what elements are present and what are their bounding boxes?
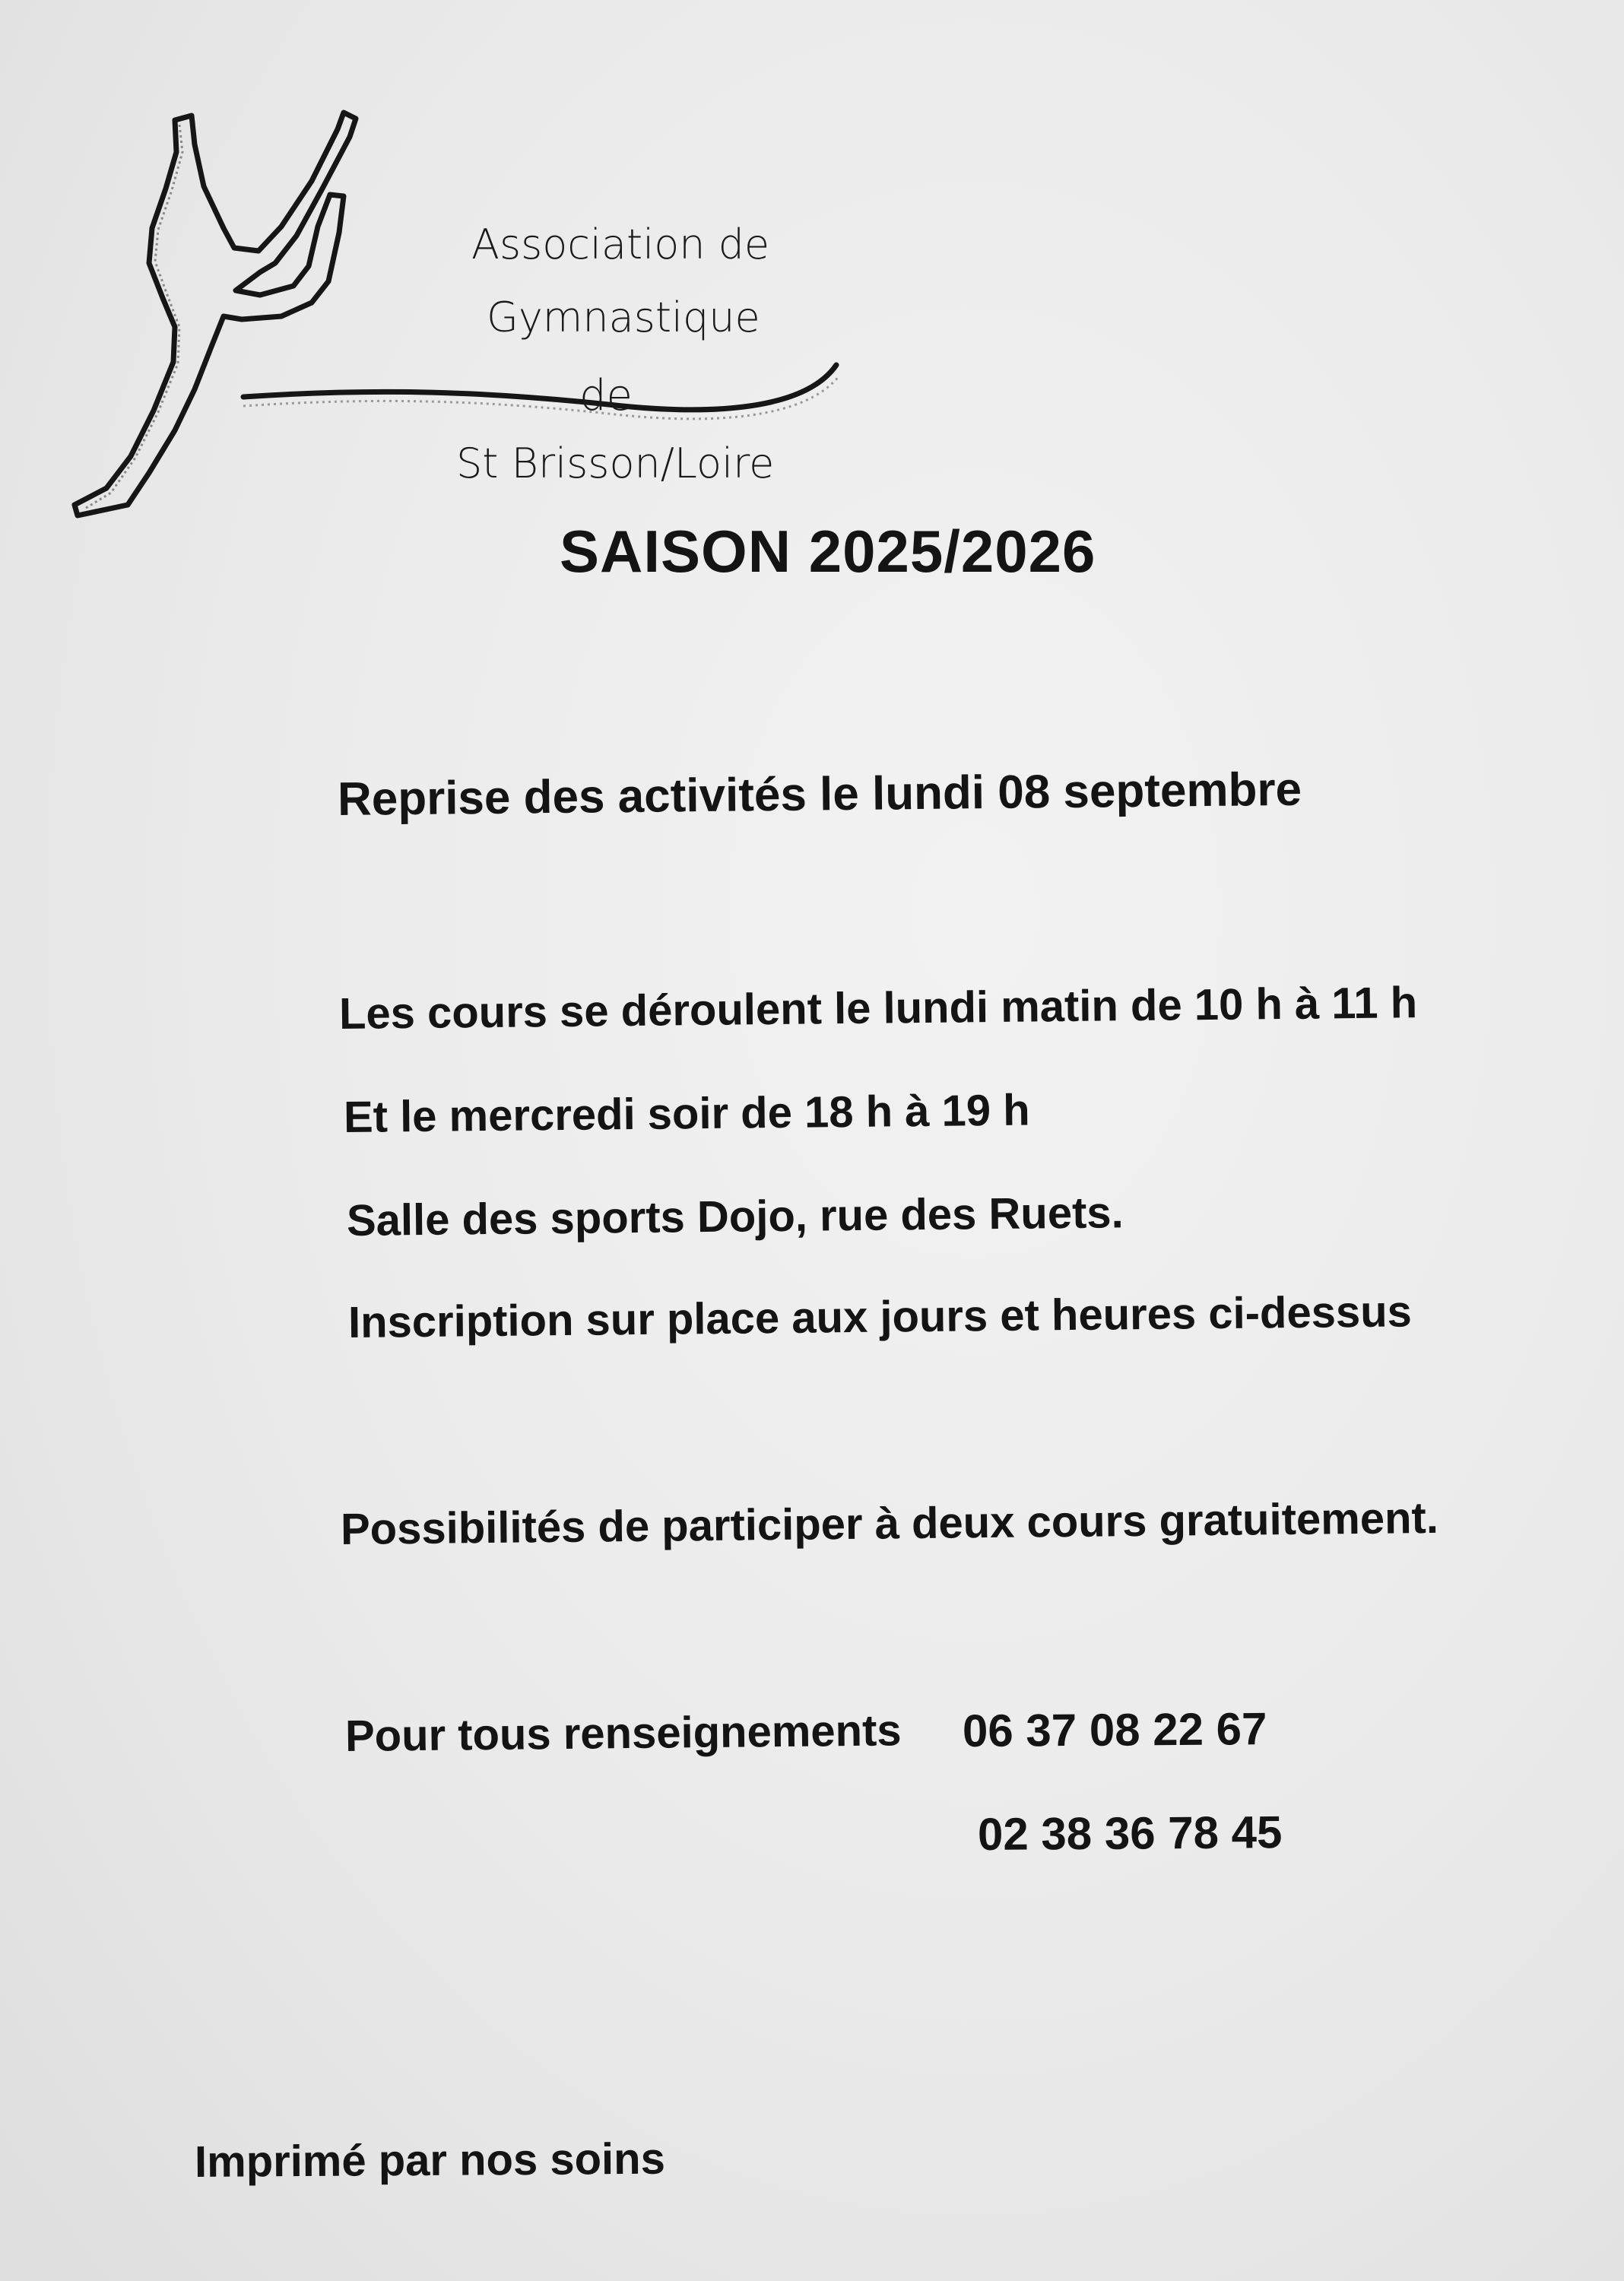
association-logo: [61, 99, 867, 540]
registration-info: Inscription sur place aux jours et heures ci-dessus: [347, 1286, 1413, 1347]
contact-phone-landline: 02 38 36 78 45: [977, 1807, 1283, 1860]
contact-label: Pour tous renseignements: [344, 1705, 902, 1761]
resumption-date: Reprise des activités le lundi 08 septembre: [337, 763, 1302, 826]
venue-address: Salle des sports Dojo, rue des Ruets.: [346, 1188, 1124, 1245]
free-trial-offer: Possibilités de participer à deux cours gratuitement.: [340, 1493, 1439, 1554]
logo-text-location: St Brisson/Loire: [456, 439, 775, 487]
logo-text-de: de: [579, 371, 633, 420]
footer-note: Imprimé par nos soins: [194, 2133, 666, 2187]
schedule-wednesday: Et le mercredi soir de 18 h à 19 h: [343, 1085, 1030, 1142]
page-title: SAISON 2025/2026: [560, 518, 1096, 585]
logo-text-gymnastique: Gymnastique: [487, 293, 760, 341]
contact-phone-mobile: 06 37 08 22 67: [962, 1703, 1267, 1756]
logo-text-association: Association de: [471, 220, 770, 268]
schedule-monday: Les cours se déroulent le lundi matin de 10 h à 11 h: [338, 978, 1418, 1039]
